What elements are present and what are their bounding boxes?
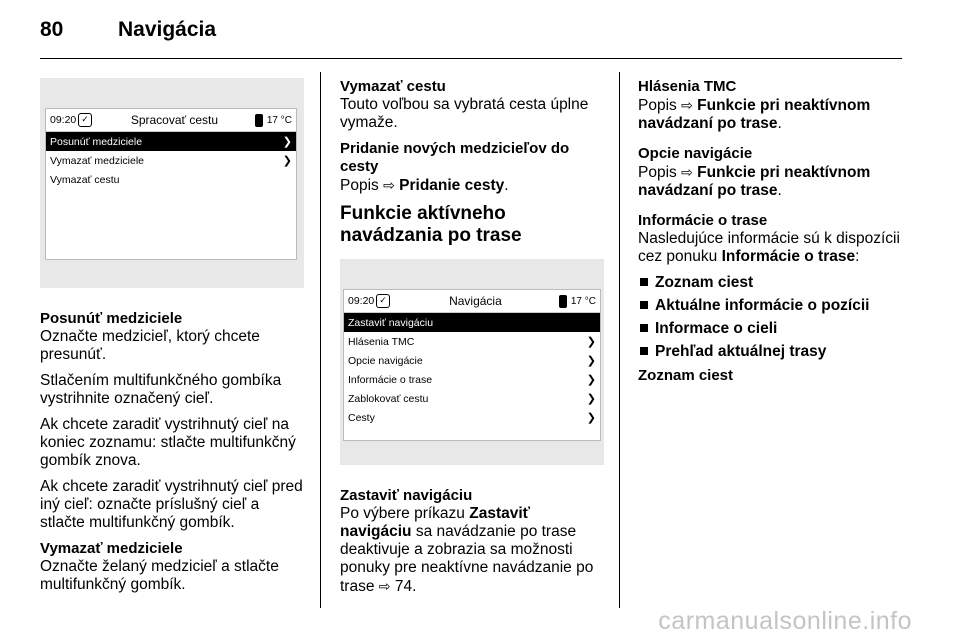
paragraph: Stlačením multifunkčného gombíka vystrihnite označený cieľ. [40,372,282,407]
heading-move-waypoints: Posunúť medziciele [40,310,183,327]
display-temperature: 17 °C [266,114,292,126]
column-divider-1 [320,72,321,608]
page-number: 80 [40,18,64,41]
thermometer-icon [559,295,567,308]
list-item: Prehľad aktuálnej trasy [638,343,902,361]
watermark: carmanualsonline.info [658,607,912,635]
ref-arrow-icon: ⇨ [681,97,693,113]
check-icon: ✓ [78,113,92,127]
section-heading: Funkcie aktívneho navádzania po trase [340,203,522,246]
display-title: Navigácia [449,294,502,308]
menu-item-delete-route[interactable]: Vymazať cestu [50,173,120,186]
display-title: Spracovať cestu [130,113,219,127]
ref-arrow-icon: ⇨ [383,177,395,193]
heading-navigation-options: Opcie navigácie [638,145,753,162]
heading-add-waypoints: Pridanie nových medzicieľov do cesty [340,140,570,175]
cross-reference-link[interactable]: Funkcie pri neaktívnom navádzaní po trase [638,164,871,199]
heading-stop-navigation: Zastaviť navigáciu [340,487,473,504]
check-icon: ✓ [376,294,390,308]
menu-item-move-waypoints[interactable]: Posunúť medziciele ❯ [46,132,296,151]
display-screen [343,289,601,441]
column-1 [40,78,304,602]
cross-reference-link[interactable]: Funkcie pri neaktívnom navádzaní po trase [638,97,871,132]
display-status-bar [46,109,296,132]
paragraph: Označte želaný medzicieľ a stlačte multifunkčný gombík. [40,558,279,593]
display-time: 09:20 [348,295,375,307]
paragraph: Popis ⇨ Pridanie cesty. [340,177,509,194]
heading-tmc-messages: Hlásenia TMC [638,78,737,95]
chevron-right-icon: ❯ [586,355,596,367]
menu-item-stop-navigation[interactable]: Zastaviť navigáciu [344,313,600,332]
paragraph: Popis ⇨ Funkcie pri neaktívnom navádzaní po trase. [638,97,871,132]
chevron-right-icon: ❯ [586,374,596,386]
column-2 [340,78,604,604]
menu-item-delete-waypoints[interactable]: Vymazať medziciele ❯ [50,154,292,167]
list-item: Informace o cieli [638,320,902,338]
menu-item-navigation-options[interactable]: Opcie navigácie ❯ [348,354,596,367]
thermometer-icon [255,114,263,127]
heading-route-info: Informácie o trase [638,212,768,229]
menu-item-block-route[interactable]: Zablokovať cestu ❯ [348,392,596,405]
screenshot-edit-route [40,78,304,288]
column-3 [638,78,902,385]
paragraph: Popis ⇨ Funkcie pri neaktívnom navádzaní po trase. [638,164,871,199]
display-temperature: 17 °C [570,295,596,307]
list-item: Aktuálne informácie o pozícii [638,297,902,315]
page-title: Navigácia [118,18,217,41]
display-status-bar [344,290,600,313]
ref-arrow-icon: ⇨ [378,578,391,594]
ref-arrow-icon: ⇨ [681,164,693,180]
chevron-right-icon: ❯ [586,393,596,405]
cross-reference-link[interactable]: Pridanie cesty [399,177,505,194]
menu-item-routes[interactable]: Cesty ❯ [348,411,596,424]
heading-delete-route: Vymazať cestu [340,78,446,95]
menu-item-route-info[interactable]: Informácie o trase ❯ [348,373,596,386]
screenshot-navigation-menu [340,259,604,465]
paragraph: Označte medzicieľ, ktorý chcete presunúť. [40,328,260,363]
paragraph: Nasledujúce informácie sú k dispozícii cez ponuku Informácie o trase: [638,230,900,265]
list-item: Zoznam ciest [638,274,902,292]
chevron-right-icon: ❯ [282,155,292,167]
page-reference[interactable]: 74. [394,578,417,595]
chevron-right-icon: ❯ [586,336,596,348]
display-screen [45,108,297,260]
paragraph: Touto voľbou sa vybratá cesta úplne vymaže. [340,96,589,131]
heading-route-list: Zoznam ciest [638,367,734,384]
route-info-list [638,274,902,361]
menu-item-tmc-messages[interactable]: Hlásenia TMC ❯ [348,335,596,348]
paragraph: Ak chcete zaradiť vystrihnutý cieľ pred iný cieľ: označte príslušný cieľ a stlačte multifunkčný gombík. [40,478,303,531]
chevron-right-icon: ❯ [586,412,596,424]
display-time: 09:20 [50,114,77,126]
chevron-right-icon: ❯ [282,136,292,148]
heading-delete-waypoints: Vymazať medziciele [40,540,183,557]
column-divider-2 [619,72,620,608]
paragraph: Po výbere príkazu Zastaviť navigáciu sa navádzanie po trase deaktivuje a zobrazia sa možnosti ponuky pre neaktívne navádzanie po trase ⇨ 74. [340,505,594,595]
paragraph: Ak chcete zaradiť vystrihnutý cieľ na koniec zoznamu: stlačte multifunkčný gombík znova. [40,416,296,469]
header-rule [40,58,902,59]
